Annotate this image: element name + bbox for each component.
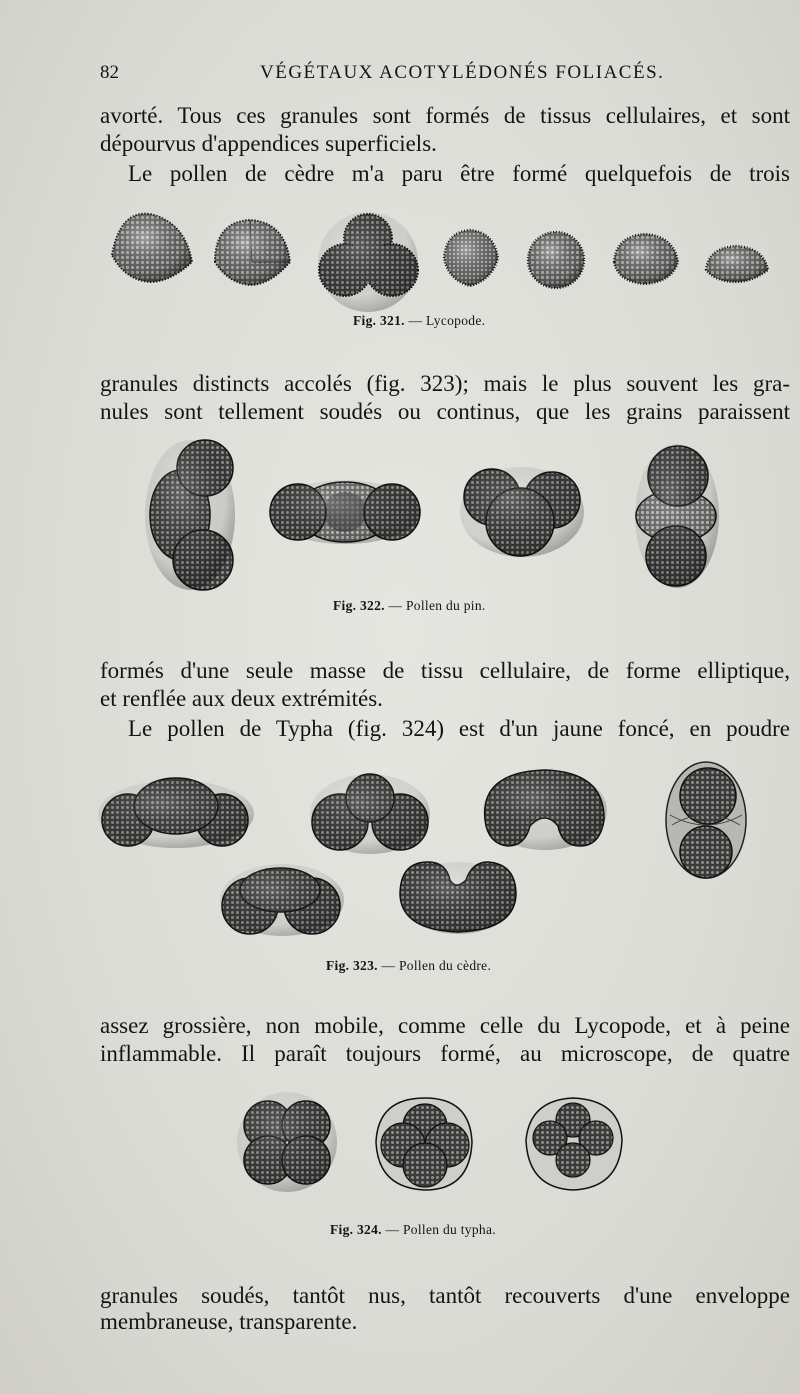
text-line-2: dépourvus d'appendices superficiels. (100, 131, 437, 156)
text-line-12: membraneuse, transparente. (100, 1309, 358, 1334)
cedar-pollen-grain-2 (310, 774, 430, 854)
running-head-title: VÉGÉTAUX ACOTYLÉDONÉS FOLIACÉS. (260, 62, 665, 83)
figure-321-lycopode-illustration (0, 205, 800, 315)
text-line-11: granules soudés, tantôt nus, tantôt recouverts d'une enveloppe (100, 1283, 790, 1308)
figure-323-title: — Pollen du cèdre. (381, 958, 492, 973)
lycopode-grain-6 (614, 234, 678, 284)
pine-pollen-grain-2 (270, 480, 420, 544)
lycopode-grain-1 (112, 214, 192, 282)
figure-321-number: Fig. 321. (353, 313, 405, 328)
figure-322-number: Fig. 322. (333, 598, 385, 613)
typha-pollen-grain-2 (376, 1098, 472, 1190)
lycopode-grain-4 (444, 230, 498, 286)
figure-322-pine-pollen-illustration (0, 440, 800, 595)
figure-324-typha-pollen-illustration (0, 1090, 800, 1195)
cedar-pollen-grain-3 (483, 770, 607, 850)
cedar-pollen-grain-1 (98, 778, 254, 848)
figure-323-number: Fig. 323. (326, 958, 378, 973)
text-line-9: assez grossière, non mobile, comme celle du Lycopode, et à peine (100, 1013, 790, 1038)
text-line-4: granules distincts accolés (fig. 323); mais le plus souvent les gra- (100, 371, 790, 396)
text-line-10: inflammable. Il paraît toujours formé, au microscope, de quatre (100, 1041, 790, 1066)
page-number: 82 (100, 62, 119, 83)
typha-pollen-grain-3 (526, 1098, 622, 1190)
lycopode-grain-7 (706, 246, 768, 282)
figure-324-caption (330, 1222, 496, 1238)
figure-324-title: — Pollen du typha. (385, 1222, 496, 1237)
cedar-pollen-grain-4 (666, 762, 746, 878)
figure-322-caption (333, 598, 486, 614)
text-line-7: et renflée aux deux extrémités. (100, 686, 383, 711)
text-line-5: nules sont tellement soudés ou continus, que les grains paraissent (100, 399, 790, 424)
figure-321-title: — Lycopode. (408, 313, 486, 328)
figure-322-title: — Pollen du pin. (388, 598, 486, 613)
lycopode-grain-2 (215, 220, 290, 285)
text-line-8: Le pollen de Typha (fig. 324) est d'un jaune foncé, en poudre (128, 716, 790, 741)
cedar-pollen-grain-5 (220, 864, 344, 936)
cedar-pollen-grain-6 (400, 862, 516, 934)
pine-pollen-grain-4 (635, 444, 719, 588)
figure-324-number: Fig. 324. (330, 1222, 382, 1237)
text-line-6: formés d'une seule masse de tissu cellulaire, de forme elliptique, (100, 658, 790, 683)
lycopode-grain-3-cluster (318, 212, 418, 312)
typha-pollen-grain-1 (237, 1092, 337, 1192)
figure-321-caption (353, 313, 485, 329)
lycopode-grain-5 (528, 232, 584, 288)
text-line-1: avorté. Tous ces granules sont formés de tissus cellulaires, et sont (100, 103, 790, 128)
text-line-3: Le pollen de cèdre m'a paru être formé quelquefois de trois (128, 161, 790, 186)
pine-pollen-grain-3 (460, 467, 584, 557)
figure-323-caption (326, 958, 491, 974)
pine-pollen-grain-1 (145, 440, 235, 590)
figure-323-cedar-pollen-illustration (0, 762, 800, 944)
